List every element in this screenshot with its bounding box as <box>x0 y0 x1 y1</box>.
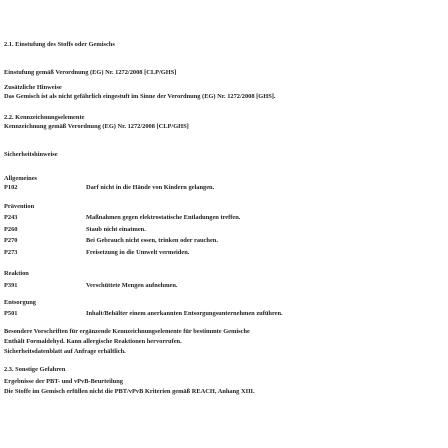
sds-on-request: Sicherheitsdatenblatt auf Anfrage erhältlich. <box>4 348 126 355</box>
p-text: Verschüttete Mengen aufnehmen. <box>86 282 178 289</box>
group-title-prevention: Prävention <box>4 203 35 210</box>
pbt-title: Ergebnisse der PBT- und vPvB-Beurteilung <box>4 378 123 385</box>
labelling-line: Kennzeichnung gemäß Verordnung (EG) Nr. 1272/2008 [CLP/GHS] <box>4 123 189 130</box>
p-text: Maßnahmen gegen elektrostatische Entladungen treffen. <box>86 214 241 221</box>
section-2-2-heading: 2.2. Kennzeichnungselemente <box>4 114 85 121</box>
classification-line: Einstufung gemäß Verordnung (EG) Nr. 1272/2008 [CLP/GHS] <box>4 69 177 76</box>
p-code: P260 <box>4 226 18 233</box>
additional-text: Das Gemisch ist als nicht gefährlich eingestuft im Sinne der Verordnung (EG) Nr. 1272/2008 [GHS]. <box>4 93 276 100</box>
p-text: Bei Gebrauch nicht essen, trinken oder rauchen. <box>86 237 218 244</box>
additional-label: Zusätzliche Hinweise <box>4 84 62 91</box>
p-code: P391 <box>4 282 18 289</box>
group-title-reaction: Reaktion <box>4 270 29 277</box>
p-code: P102 <box>4 184 18 191</box>
p-text: Freisetzung in die Umwelt vermeiden. <box>86 249 190 256</box>
group-title-disposal: Entsorgung <box>4 299 36 306</box>
p-text: Inhalt/Behälter einem anerkannten Entsorgungsunternehmen zuführen. <box>86 310 283 317</box>
p-code: P243 <box>4 214 18 221</box>
special-provisions-text: Enthält Formaldehyd. Kann allergische Reaktionen hervorrufen. <box>4 338 182 345</box>
p-code: P501 <box>4 310 18 317</box>
p-text: Darf nicht in die Hände von Kindern gelangen. <box>86 184 215 191</box>
safety-title: Sicherheitshinweise <box>4 151 58 158</box>
group-title-general: Allgemeines <box>4 175 38 182</box>
p-code: P270 <box>4 237 18 244</box>
pbt-text: Die Stoffe im Gemisch erfüllen nicht die PBT/vPvB Kriterien gemäß REACH, Anhang XIII. <box>4 388 255 395</box>
section-2-1-heading: 2.1. Einstufung des Stoffs oder Gemischs <box>4 41 115 48</box>
p-text: Staub nicht einatmen. <box>86 226 146 233</box>
section-2-3-heading: 2.3. Sonstige Gefahren <box>4 366 66 373</box>
p-code: P273 <box>4 249 18 256</box>
special-provisions-title: Besondere Vorschriften für ergänzende Kennzeichnungselemente für bestimmte Gemische <box>4 328 250 335</box>
